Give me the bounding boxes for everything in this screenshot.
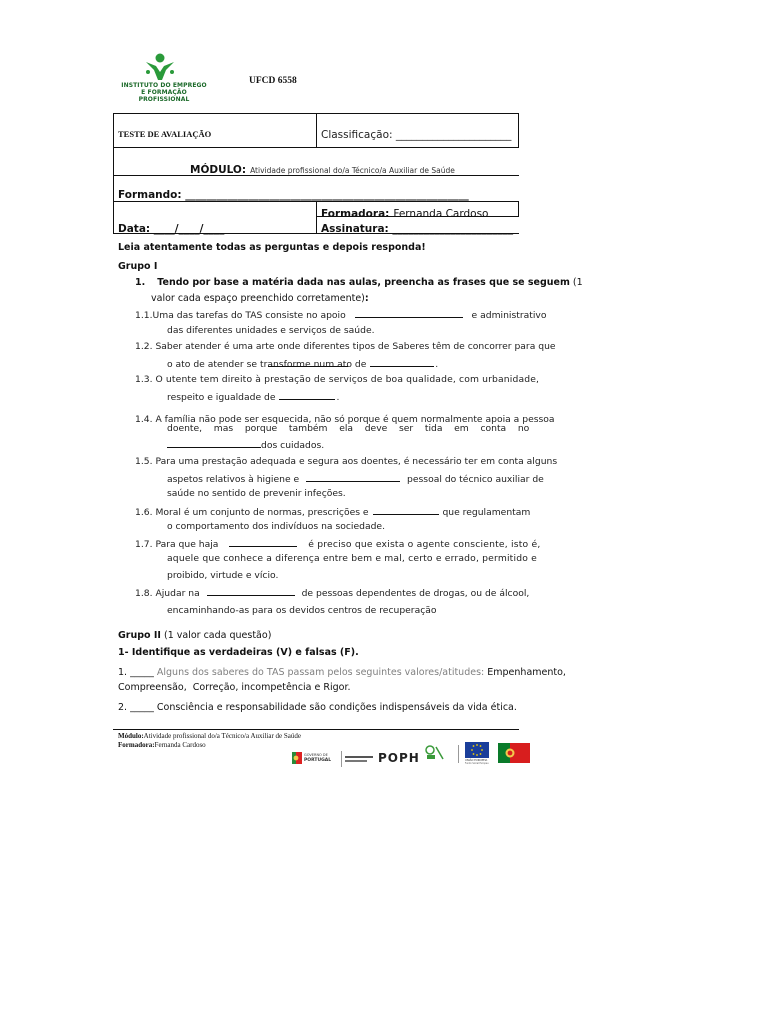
logo-line-1: INSTITUTO DO EMPREGO — [121, 82, 207, 89]
ufcd-label: UFCD 6558 — [249, 76, 297, 86]
trainer-row — [321, 204, 488, 222]
item-1-4-cont: doente, mas porque também ela deve ser tida em conta no — [167, 423, 530, 434]
item-1-8 — [135, 586, 529, 599]
item-1-5-cont — [167, 472, 544, 485]
trainer-label: Formadora: — [321, 208, 390, 220]
iefp-emblem-icon — [140, 52, 180, 82]
item-1-2-cont — [167, 357, 438, 370]
item-text-c: . — [435, 359, 439, 370]
item-text-a: Saber atender é uma arte onde diferentes tipos de Saberes têm de concorrer para que — [155, 341, 556, 352]
item-1-7-cont2: proibido, virtude e vício. — [167, 570, 279, 581]
instructions: Leia atentamente todas as perguntas e depois responda! — [118, 242, 426, 253]
item-1-7 — [135, 537, 540, 550]
item-number: 1.4. — [135, 414, 153, 425]
item-1-2 — [135, 341, 556, 352]
trainee-field[interactable]: Formando: ______________________________________________________ — [118, 189, 469, 201]
blank-1-4[interactable] — [167, 438, 261, 448]
group2-item-2-number[interactable]: 2. _____ — [118, 702, 154, 713]
question-1-colon: : — [364, 293, 369, 304]
iefp-logo — [118, 52, 208, 103]
item-1-1 — [135, 308, 546, 321]
item-1-4-cont2 — [167, 438, 324, 451]
blank-1-2[interactable] — [370, 357, 434, 367]
group2-item-1-grey: Alguns dos saberes do TAS passam pelos seguintes valores/atitudes: — [156, 667, 485, 678]
date-field[interactable]: Data: ____/____/____ — [118, 223, 225, 235]
item-text-b: respeito e igualdade de — [167, 392, 276, 403]
item-text-b: aspetos relativos à higiene e — [167, 474, 300, 485]
item-number: 1.7. — [135, 539, 153, 550]
footer-trainer — [118, 741, 206, 749]
qren-emblem-icon — [425, 745, 445, 761]
governo-emblem-icon — [292, 752, 302, 764]
group2-header — [118, 630, 271, 641]
item-text-a: Ajudar na — [155, 588, 200, 599]
governo-text-b: PORTUGAL — [304, 758, 332, 763]
group2-item-2 — [118, 702, 517, 713]
module-label: MÓDULO: — [190, 164, 247, 176]
item-1-7-cont: aquele que conhece a diferença entre bem e mal, certo e errado, permitido e — [167, 553, 537, 564]
question-1-points — [151, 293, 369, 304]
blank-1-1[interactable] — [355, 308, 463, 318]
item-number: 1.1. — [135, 310, 153, 321]
item-text-a: Para uma prestação adequada e segura aos doentes, é necessário ter em conta alguns — [155, 456, 558, 467]
item-text-b: e administrativo — [471, 310, 547, 321]
test-label: TESTE DE AVALIAÇÃO — [118, 129, 212, 139]
item-number: 1.6. — [135, 507, 153, 518]
item-text-b: que regulamentam — [442, 507, 531, 518]
group1-title: Grupo I — [118, 261, 158, 272]
blank-1-7[interactable] — [229, 537, 297, 547]
item-1-6-cont: o comportamento dos indivíduos na sociedade. — [167, 521, 385, 532]
item-text-a: A família não pode ser esquecida, não só porque é quem normalmente apoia a pessoa — [155, 414, 555, 425]
classification-field[interactable]: Classificação: ______________________ — [321, 129, 512, 141]
eu-flag-logo — [465, 742, 491, 764]
item-text-b: é preciso que exista o agente consciente, isto é, — [308, 539, 541, 550]
question-1-text: Tendo por base a matéria dada nas aulas, preencha as frases que se seguem — [157, 277, 570, 288]
group2-item-1-rest-a: Empenhamento, — [487, 667, 566, 678]
question-1-number: 1. — [135, 277, 146, 288]
eu-flag-icon — [465, 742, 489, 758]
blank-1-6[interactable] — [373, 505, 439, 515]
question-1-points-b: valor cada espaço preenchido corretamente) — [151, 293, 365, 304]
eu-text-a: UNIÃO EUROPEIA — [465, 759, 488, 762]
item-1-6 — [135, 505, 530, 518]
ministerio-logo — [345, 754, 375, 764]
item-number: 1.3. — [135, 374, 153, 385]
item-number: 1.8. — [135, 588, 153, 599]
item-1-1-cont: das diferentes unidades e serviços de saúde. — [167, 325, 375, 336]
item-number: 1.5. — [135, 456, 153, 467]
question-1-points-a: (1 — [572, 277, 583, 288]
footer-module — [118, 732, 328, 741]
item-text-a: Para que haja — [155, 539, 219, 550]
group2-points: (1 valor cada questão) — [163, 630, 272, 641]
blank-1-3[interactable] — [279, 390, 335, 400]
item-text-c: dos cuidados. — [261, 440, 325, 451]
item-text-a: Moral é um conjunto de normas, prescrições e — [155, 507, 369, 518]
blank-1-8[interactable] — [207, 586, 295, 596]
governo-text-a: GOVERNO DE — [304, 753, 328, 757]
group2-question-title: 1- Identifique as verdadeiras (V) e falsas (F). — [118, 647, 359, 658]
item-text-b: o ato de atender se transforme num ato de — [167, 359, 367, 370]
question-1 — [135, 277, 583, 288]
signature-field[interactable]: Assinatura: _______________________ — [321, 223, 514, 235]
blank-1-5[interactable] — [306, 472, 400, 482]
footer-trainer-value: Fernanda Cardoso — [154, 741, 206, 749]
item-text-a: O utente tem direito à prestação de serviços de boa qualidade, com urbanidade, — [155, 374, 540, 385]
portugal-flag-logo — [498, 743, 530, 765]
item-1-5 — [135, 456, 557, 467]
qren-logo — [425, 745, 457, 763]
poph-logo: POPH — [378, 751, 420, 765]
footer-trainer-label: Formadora: — [118, 741, 155, 749]
ministerio-text-icon — [345, 756, 373, 758]
footer-module-label: Módulo: — [118, 732, 144, 740]
group2-title: Grupo II — [118, 630, 161, 641]
item-1-5-cont2: saúde no sentido de prevenir infeções. — [167, 488, 346, 499]
group2-item-2-text: Consciência e responsabilidade são condições indispensáveis da vida ética. — [156, 702, 517, 713]
item-text-b: de pessoas dependentes de drogas, ou de álcool, — [301, 588, 530, 599]
item-text-c: . — [336, 392, 340, 403]
portugal-flag-icon — [498, 743, 530, 763]
item-1-8-cont: encaminhando-as para os devidos centros de recuperação — [167, 605, 437, 616]
ministerio-text-icon-2 — [345, 760, 367, 762]
trainer-name: Fernanda Cardoso — [393, 208, 489, 220]
item-1-3-cont — [167, 390, 339, 403]
item-number: 1.2. — [135, 341, 153, 352]
group2-item-1-cont: Compreensão, Correção, incompetência e Rigor. — [118, 682, 351, 693]
item-text-a: Uma das tarefas do TAS consiste no apoio — [152, 310, 346, 321]
governo-portugal-logo — [292, 750, 338, 768]
group2-item-1-number[interactable]: 1. _____ — [118, 667, 154, 678]
item-1-3 — [135, 374, 539, 385]
module-value: Atividade profissional do/a Técnico/a Auxiliar de Saúde — [250, 166, 455, 175]
group2-item-1 — [118, 667, 566, 678]
item-text-b2: pessoal do técnico auxiliar de — [407, 474, 544, 485]
eu-text-b: Fundo Social Europeu — [465, 762, 489, 765]
logo-line-2: E FORMAÇÃO PROFISSIONAL — [138, 89, 190, 103]
footer-module-value: Atividade profissional do/a Técnico/a Auxiliar de Saúde — [143, 732, 302, 740]
